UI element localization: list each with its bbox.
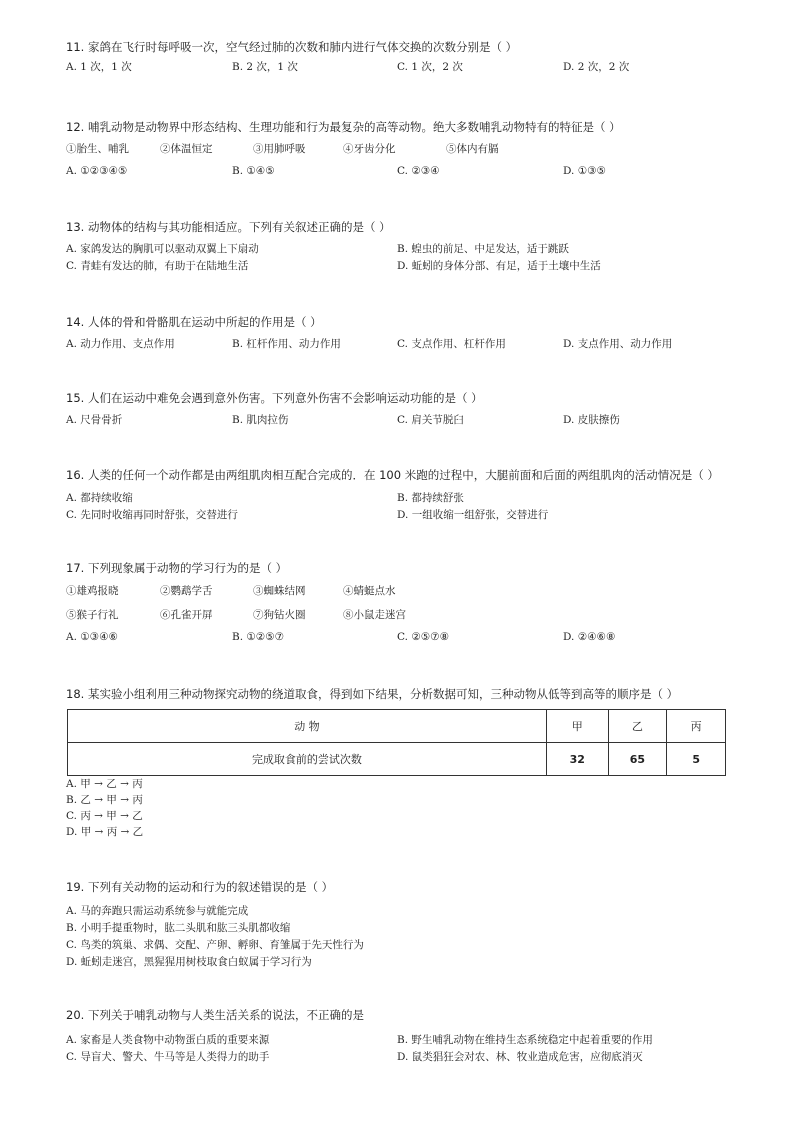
- option-d[interactable]: D. 一组收缩一组舒张，交替进行: [397, 509, 549, 521]
- option-b[interactable]: B. ①②⑤⑦: [232, 631, 285, 643]
- option-a[interactable]: A. 1 次，1 次: [66, 61, 132, 73]
- question-stem: 18. 某实验小组利用三种动物探究动物的绕道取食，得到如下结果，分析数据可知，三种动物从低等到高等的顺序是（ ）: [66, 687, 679, 701]
- option-a[interactable]: A. 家鸽发达的胸肌可以驱动双翼上下扇动: [66, 243, 259, 255]
- options-row: [66, 627, 746, 651]
- question-18-options: [66, 776, 746, 840]
- option-d[interactable]: D. ②④⑥⑧: [563, 631, 616, 643]
- question-18: [66, 686, 746, 702]
- options-row: [66, 332, 746, 354]
- option-b[interactable]: B. ①④⑤: [232, 165, 275, 177]
- question-stem: 13. 动物体的结构与其功能相适应。下列有关叙述正确的是（ ）: [66, 220, 391, 234]
- item: ①雄鸡报晓: [66, 585, 119, 597]
- option-c[interactable]: C. 先同时收缩再同时舒张，交替进行: [66, 509, 238, 521]
- item: ③蜘蛛结网: [253, 585, 306, 597]
- item: ②体温恒定: [160, 143, 213, 155]
- items-row: [66, 579, 746, 603]
- table-cell: 完成取食前的尝试次数: [68, 743, 547, 776]
- option-d[interactable]: D. 甲 → 丙 → 乙: [66, 826, 144, 838]
- option-c[interactable]: C. 青蛙有发达的肺，有助于在陆地生活: [66, 260, 249, 272]
- option-d[interactable]: D. 2 次，2 次: [563, 61, 630, 73]
- item: ④牙齿分化: [343, 143, 396, 155]
- items-row: [66, 137, 746, 159]
- option-b[interactable]: B. 蝗虫的前足、中足发达，适于跳跃: [397, 243, 569, 255]
- option-d[interactable]: D. ①③⑤: [563, 165, 606, 177]
- option-b[interactable]: B. 乙 → 甲 → 丙: [66, 794, 143, 806]
- option-a[interactable]: A. ①③④⑥: [66, 631, 118, 643]
- question-14: [66, 314, 746, 354]
- question-stem: 19. 下列有关动物的运动和行为的叙述错误的是（ ）: [66, 880, 334, 894]
- option-a[interactable]: A. 家畜是人类食物中动物蛋白质的重要来源: [66, 1034, 270, 1046]
- table-header-cell: 动 物: [68, 710, 547, 743]
- table-header-cell: 甲: [546, 710, 608, 743]
- question-stem: 14. 人体的骨和骨骼肌在运动中所起的作用是（ ）: [66, 315, 322, 329]
- table-header-row: [68, 710, 726, 743]
- table-cell: 5: [667, 743, 726, 776]
- question-11: [66, 39, 746, 77]
- option-a[interactable]: A. 马的奔跑只需运动系统参与就能完成: [66, 905, 249, 917]
- question-13: [66, 219, 746, 275]
- question-stem: 20. 下列关于哺乳动物与人类生活关系的说法，不正确的是: [66, 1008, 364, 1022]
- options-row: [66, 1049, 746, 1066]
- option-b[interactable]: B. 野生哺乳动物在维持生态系统稳定中起着重要的作用: [397, 1034, 653, 1046]
- question-stem: 16. 人类的任何一个动作都是由两组肌肉相互配合完成的．在 100 米跑的过程中，大腿前面和后面的两组肌肉的活动情况是（ ）: [66, 468, 719, 482]
- option-d[interactable]: D. 支点作用、动力作用: [563, 338, 673, 350]
- option-c[interactable]: C. 导盲犬、警犬、牛马等是人类得力的助手: [66, 1051, 270, 1063]
- option-b[interactable]: B. 杠杆作用、动力作用: [232, 338, 341, 350]
- item: ⑤体内有膈: [446, 143, 499, 155]
- options-row: [66, 241, 746, 258]
- question-15: [66, 390, 746, 430]
- options-row: [66, 490, 746, 507]
- option-b[interactable]: B. 2 次，1 次: [232, 61, 298, 73]
- table-cell: 65: [608, 743, 667, 776]
- table-header-cell: 丙: [667, 710, 726, 743]
- item: ⑤猴子行礼: [66, 609, 119, 621]
- question-stem: 15. 人们在运动中难免会遇到意外伤害。下列意外伤害不会影响运动功能的是（ ）: [66, 391, 483, 405]
- option-a[interactable]: A. 都持续收缩: [66, 492, 133, 504]
- option-c[interactable]: C. ②③④: [397, 165, 440, 177]
- question-stem: 11. 家鸽在飞行时每呼吸一次，空气经过肺的次数和肺内进行气体交换的次数分别是（ ）: [66, 40, 518, 54]
- question-stem: 12. 哺乳动物是动物界中形态结构、生理功能和行为最复杂的高等动物。绝大多数哺乳动物特有的特征是（ ）: [66, 120, 621, 134]
- item: ⑧小鼠走迷宫: [343, 609, 406, 621]
- option-b[interactable]: B. 肌肉拉伤: [232, 414, 289, 426]
- option-d[interactable]: D. 鼠类猖狂会对农、林、牧业造成危害，应彻底消灭: [397, 1051, 643, 1063]
- option-d[interactable]: D. 蚯蚓的身体分部、有足，适于土壤中生活: [397, 260, 601, 272]
- option-d[interactable]: D. 蚯蚓走迷宫，黑猩猩用树枝取食白蚁属于学习行为: [66, 956, 312, 968]
- item: ③用肺呼吸: [253, 143, 306, 155]
- options-row: [66, 55, 746, 77]
- option-b[interactable]: B. 都持续舒张: [397, 492, 464, 504]
- question-stem: 17. 下列现象属于动物的学习行为的是（ ）: [66, 561, 288, 575]
- option-c[interactable]: C. 支点作用、杠杆作用: [397, 338, 506, 350]
- option-d[interactable]: D. 皮肤擦伤: [563, 414, 620, 426]
- question-16: [66, 467, 746, 524]
- question-19: [66, 879, 746, 971]
- option-a[interactable]: A. 动力作用、支点作用: [66, 338, 175, 350]
- option-a[interactable]: A. 甲 → 乙 → 丙: [66, 778, 143, 790]
- table-header-cell: 乙: [608, 710, 667, 743]
- option-c[interactable]: C. 丙 → 甲 → 乙: [66, 810, 143, 822]
- question-12: [66, 119, 746, 183]
- items-row: [66, 603, 746, 627]
- item: ②鹦鹉学舌: [160, 585, 213, 597]
- option-b[interactable]: B. 小明手提重物时，肱二头肌和肱三头肌都收缩: [66, 922, 291, 934]
- option-c[interactable]: C. ②⑤⑦⑧: [397, 631, 449, 643]
- question-17: [66, 560, 746, 651]
- item: ④蜻蜓点水: [343, 585, 396, 597]
- option-c[interactable]: C. 肩关节脱臼: [397, 414, 464, 426]
- option-c[interactable]: C. 鸟类的筑巢、求偶、交配、产卵、孵卵、育雏属于先天性行为: [66, 939, 364, 951]
- option-a[interactable]: A. 尺骨骨折: [66, 414, 123, 426]
- options-row: [66, 258, 746, 275]
- option-c[interactable]: C. 1 次，2 次: [397, 61, 463, 73]
- options-row: [66, 1032, 746, 1049]
- item: ⑦狗钻火圈: [253, 609, 306, 621]
- table-row: [68, 743, 726, 776]
- item: ⑥孔雀开屏: [160, 609, 213, 621]
- table-cell: 32: [546, 743, 608, 776]
- option-a[interactable]: A. ①②③④⑤: [66, 165, 128, 177]
- item: ①胎生、哺乳: [66, 143, 129, 155]
- options-row: [66, 408, 746, 430]
- question-20: [66, 1007, 746, 1066]
- options-row: [66, 161, 746, 183]
- data-table: [67, 709, 726, 776]
- options-row: [66, 507, 746, 524]
